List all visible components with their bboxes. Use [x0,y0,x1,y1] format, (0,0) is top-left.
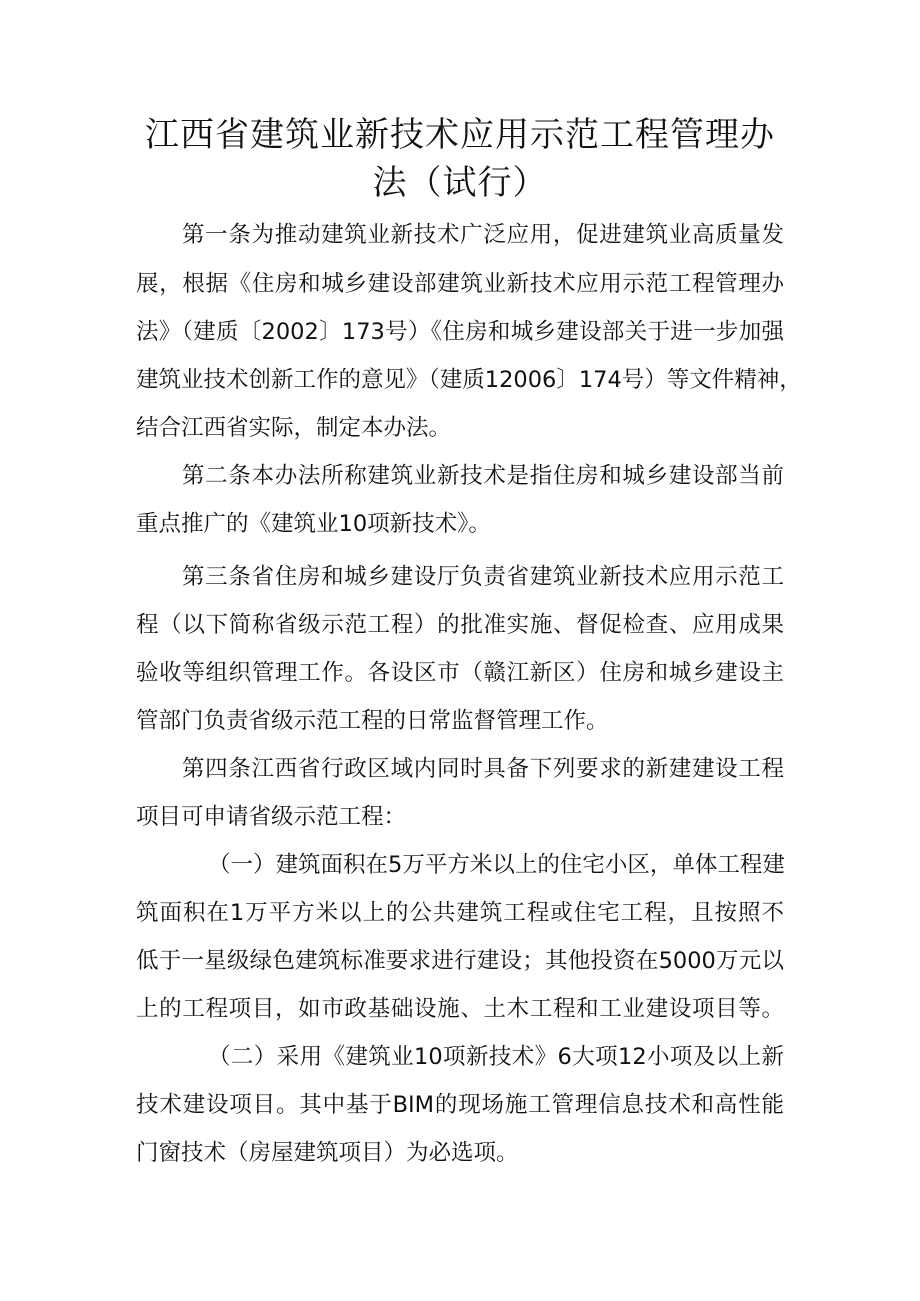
document-title-line-1: 江西省建筑业新技术应用示范工程管理办 [145,115,775,155]
item-1-line-1: （一）建筑面积在5万平方米以上的住宅小区，单体工程建 [208,852,785,878]
article-3-line-3: 验收等组织管理工作。各设区市（赣江新区）住房和城乡建设主 [136,660,784,686]
item-2-line-3: 门窗技术（房屋建筑项目）为必选项。 [136,1140,519,1166]
item-2-line-2: 技术建设项目。其中基于BIM的现场施工管理信息技术和高性能 [136,1092,784,1118]
article-4-line-2: 项目可申请省级示范工程： [136,804,407,830]
article-1-line-5: 结合江西省实际，制定本办法。 [136,415,452,441]
article-1-line-1: 第一条为推动建筑业新技术广泛应用，促进建筑业高质量发 [182,222,784,248]
item-1-line-4: 上的工程项目，如市政基础设施、土木工程和工业建设项目等。 [136,996,784,1022]
item-1-line-2: 筑面积在1万平方米以上的公共建筑工程或住宅工程，且按照不 [136,900,784,926]
article-2-line-1: 第二条本办法所称建筑业新技术是指住房和城乡建设部当前 [182,463,784,489]
article-3-line-4: 管部门负责省级示范工程的日常监督管理工作。 [136,708,609,734]
article-3-line-1: 第三条省住房和城乡建设厅负责省建筑业新技术应用示范工 [182,564,784,590]
article-1-line-4: 建筑业技术创新工作的意见》（建质12006〕174号）等文件精神， [136,367,802,393]
item-1-line-3: 低于一星级绿色建筑标准要求进行建设；其他投资在5000万元以 [136,948,784,974]
article-2-line-2: 重点推广的《建筑业10项新技术》。 [136,511,491,537]
document-title-line-2: 法（试行） [372,163,548,203]
article-4-line-1: 第四条江西省行政区域内同时具备下列要求的新建建设工程 [182,756,784,782]
article-3-line-2: 程（以下简称省级示范工程）的批准实施、督促检查、应用成果 [136,612,784,638]
article-1-line-3: 法》（建质〔2002〕173号）《住房和城乡建设部关于进一步加强 [136,319,784,345]
article-1-line-2: 展，根据《住房和城乡建设部建筑业新技术应用示范工程管理办 [136,271,784,297]
item-2-line-1: （二）采用《建筑业10项新技术》6大项12小项及以上新 [208,1044,784,1070]
